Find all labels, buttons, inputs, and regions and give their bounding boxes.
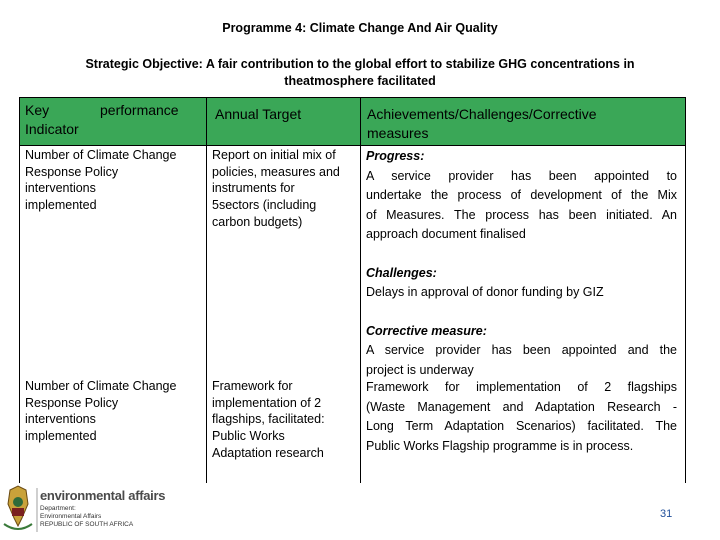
dept-line: Department: <box>40 505 76 512</box>
column-divider-1 <box>206 97 207 483</box>
row2-achievement-line: (Waste Management and Adaptation Research - <box>366 399 677 414</box>
row1-target-line: policies, measures and <box>212 164 340 179</box>
row2-kpi-line: Number of Climate Change <box>25 379 177 393</box>
row2-achievement-line: Framework for implementation of 2 flagships <box>366 380 677 394</box>
row2-kpi-line: interventions <box>25 412 96 427</box>
column-divider-2 <box>360 97 361 483</box>
row1-target-line: instruments for <box>212 181 295 196</box>
progress-line: approach document finalised <box>366 227 526 241</box>
row2-kpi-line: Response Policy <box>25 395 119 410</box>
row1-target-line: 5sectors (including <box>212 198 317 213</box>
row1-kpi-line: Number of Climate Change <box>25 148 177 162</box>
row2-target-line: Public Works <box>212 429 285 444</box>
objective-line-1: Strategic Objective: A fair contribution to the global effort to stabilize GHG concentrations in <box>85 57 635 71</box>
table-border-left <box>19 97 20 483</box>
header-kpi-indicator: Indicator <box>25 121 79 137</box>
row2-target-line: flagships, facilitated: <box>212 412 325 427</box>
row2-achievements <box>366 378 677 456</box>
row2-target-line: implementation of 2 <box>212 395 322 410</box>
header-kpi-key: Key <box>25 102 50 118</box>
page-number: 31 <box>660 508 673 520</box>
header-divider <box>19 145 686 146</box>
row1-target <box>212 147 358 231</box>
row2-kpi-line: implemented <box>25 429 97 444</box>
logo-text: environmental affairs <box>40 488 166 503</box>
table-border-right <box>685 97 686 483</box>
corrective-line: A service provider has been appointed and the <box>366 343 677 357</box>
objective-line-2: theatmosphere facilitated <box>284 74 436 88</box>
row2-achievement-line: Public Works Flagship programme is in process. <box>366 438 634 453</box>
header-annual-target: Annual Target <box>215 106 302 122</box>
department-text <box>40 505 133 529</box>
department-logo <box>0 484 166 536</box>
row2-target-line: Adaptation research <box>212 445 324 460</box>
header-kpi-performance: performance <box>100 102 179 118</box>
page-title: Programme 4: Climate Change And Air Quality <box>222 21 498 35</box>
kpi-table <box>19 97 686 483</box>
row2-achievement-line: Long Term Adaptation Scenarios) facilitated. The <box>366 419 677 433</box>
header-achievements-1: Achievements/Challenges/Corrective <box>367 106 597 122</box>
progress-line: A service provider has been appointed to <box>366 168 677 183</box>
row1-kpi-line: interventions <box>25 181 96 196</box>
row1-kpi <box>25 147 203 214</box>
progress-line: of Measures. The process has been initiated. An <box>366 207 677 222</box>
strategic-objective <box>40 56 680 90</box>
row1-target-line: Report on initial mix of <box>212 148 336 162</box>
progress-line: undertake the process of development of the Mix <box>366 188 677 202</box>
row2-kpi <box>25 378 203 445</box>
challenges-text: Delays in approval of donor funding by GIZ <box>366 285 604 299</box>
row2-target <box>212 378 358 462</box>
corrective-label: Corrective measure: <box>366 323 487 338</box>
progress-label: Progress: <box>366 149 425 163</box>
corrective-line: project is underway <box>366 362 474 377</box>
row1-kpi-line: implemented <box>25 198 97 213</box>
row1-kpi-line: Response Policy <box>25 164 119 179</box>
challenges-label: Challenges: <box>366 265 437 280</box>
table-border-top <box>19 97 686 98</box>
row2-target-line: Framework for <box>212 379 293 393</box>
dept-line: REPUBLIC OF SOUTH AFRICA <box>40 521 134 528</box>
dept-line: Environmental Affairs <box>40 513 102 520</box>
row1-achievements <box>366 147 677 380</box>
header-achievements-2: measures <box>367 125 429 141</box>
row1-target-line: carbon budgets) <box>212 214 303 229</box>
